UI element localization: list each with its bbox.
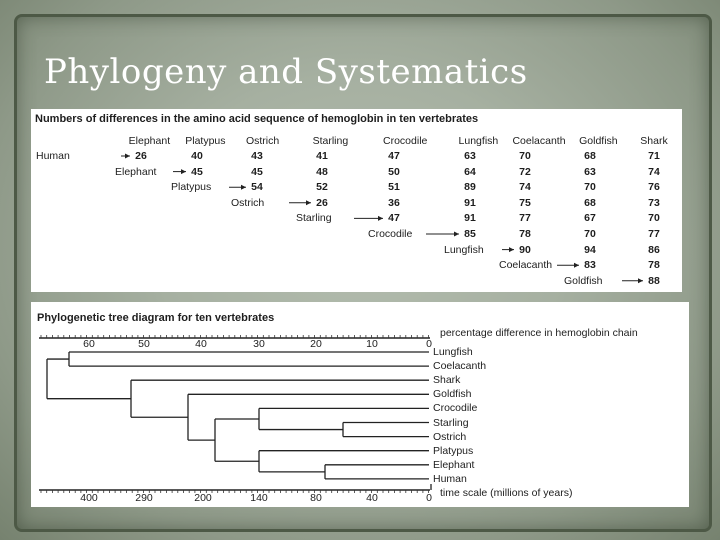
top-axis-tick-label: 60 [83,338,95,350]
row-label: Human [36,150,70,162]
top-axis-tick-label: 40 [195,338,207,350]
table-cell: 68 [584,150,596,162]
column-header: Ostrich [245,135,280,147]
table-cell: 26 [316,196,328,209]
top-axis-tick-label: 30 [253,338,265,350]
table-cell: 70 [584,228,596,240]
top-axis-tick-label: 20 [310,338,322,350]
table-cell: 43 [251,150,263,162]
top-axis-label: percentage difference in hemoglobin chain [440,327,638,339]
table-cell: 63 [584,165,596,178]
bottom-axis-tick-label: 140 [250,492,268,504]
table-cell: 88 [648,274,660,287]
table-cell: 77 [648,228,660,240]
column-header: Crocodile [383,135,428,147]
table-cell: 40 [191,150,203,162]
taxon-label: Goldfish [433,388,472,401]
table-cell: 63 [464,150,476,162]
table-cell: 71 [648,150,660,162]
bottom-axis-label: time scale (millions of years) [440,487,573,499]
arrowhead [125,154,130,159]
table-cell: 91 [464,196,476,209]
row-label: Elephant [115,165,157,178]
taxon-label: Shark [433,374,461,387]
table-cell: 89 [464,181,476,194]
arrowhead [509,247,514,252]
column-header: Platypus [185,135,226,147]
phylogenetic-tree-figure [31,302,689,507]
taxon-label: Ostrich [433,430,467,443]
table-cell: 45 [191,165,203,178]
arrowhead [241,185,246,190]
taxon-label: Lungfish [433,346,473,358]
column-header: Coelacanth [512,135,566,147]
bottom-axis-tick-label: 0 [426,492,432,504]
table-cell: 68 [584,196,596,209]
table-cell: 76 [648,181,660,194]
column-header: Shark [640,135,668,147]
table-cell: 78 [648,259,660,272]
table-cell: 74 [648,165,660,178]
slide-title: Phylogeny and Systematics [44,52,528,92]
row-label: Platypus [171,181,212,194]
table-cell: 41 [316,150,328,162]
bottom-axis-tick-label: 290 [135,492,153,504]
table-cell: 50 [388,165,400,178]
hemoglobin-difference-table [31,109,682,292]
table-cell: 64 [464,165,476,178]
arrowhead [574,263,579,268]
top-axis-tick-label: 0 [426,338,432,350]
table-caption: Numbers of differences in the amino acid sequence of hemoglobin in ten vertebrates [35,113,479,125]
table-cell: 47 [388,150,400,162]
row-label: Crocodile [368,228,413,240]
table-cell: 75 [519,196,531,209]
row-label: Lungfish [444,243,484,256]
table-cell: 77 [519,212,531,225]
tree-diagram [31,302,689,507]
column-header: Elephant [128,135,171,147]
table-cell: 54 [251,181,263,194]
table-cell: 45 [251,165,263,178]
table-cell: 52 [316,181,328,194]
table-cell: 72 [519,165,531,178]
table-cell: 94 [584,243,596,256]
table-cell: 70 [648,212,660,225]
taxon-label: Elephant [433,458,475,471]
bottom-axis-tick-label: 400 [80,492,98,504]
taxon-label: Coelacanth [433,360,487,373]
column-header: Goldfish [579,135,618,147]
table-cell: 48 [316,165,328,178]
table-cell: 90 [519,243,531,256]
top-axis-tick-label: 10 [366,338,378,350]
bottom-axis-tick-label: 200 [194,492,212,504]
taxon-label: Human [433,472,467,485]
row-label: Starling [296,212,332,225]
table-cell: 83 [584,259,596,272]
table-cell: 51 [388,181,400,194]
table-cell: 91 [464,212,476,225]
table-cell: 67 [584,212,596,225]
row-label: Goldfish [564,274,603,287]
table-cell: 26 [135,150,147,162]
bottom-axis-tick-label: 80 [310,492,322,504]
table-cell: 78 [519,228,531,240]
arrowhead [181,169,186,174]
table-cell: 36 [388,196,400,209]
arrowhead [306,200,311,205]
column-header: Starling [312,135,349,147]
table-cell: 73 [648,196,660,209]
table-cell: 85 [464,228,476,240]
table-cell: 70 [584,181,596,194]
taxon-label: Platypus [433,444,474,457]
table-cell: 47 [388,212,400,225]
arrowhead [378,216,383,221]
taxon-label: Starling [433,416,469,429]
bottom-axis-tick-label: 40 [366,492,378,504]
row-label: Ostrich [231,196,265,209]
row-label: Coelacanth [499,259,553,272]
table-cell: 70 [519,150,531,162]
arrowhead [454,232,459,237]
taxon-label: Crocodile [433,402,478,415]
tree-caption: Phylogenetic tree diagram for ten vertebrates [37,312,275,324]
arrowhead [638,278,643,283]
top-axis-tick-label: 50 [138,338,150,350]
column-header: Lungfish [458,135,499,147]
table-cell: 74 [519,181,531,194]
table-cell: 86 [648,243,660,256]
